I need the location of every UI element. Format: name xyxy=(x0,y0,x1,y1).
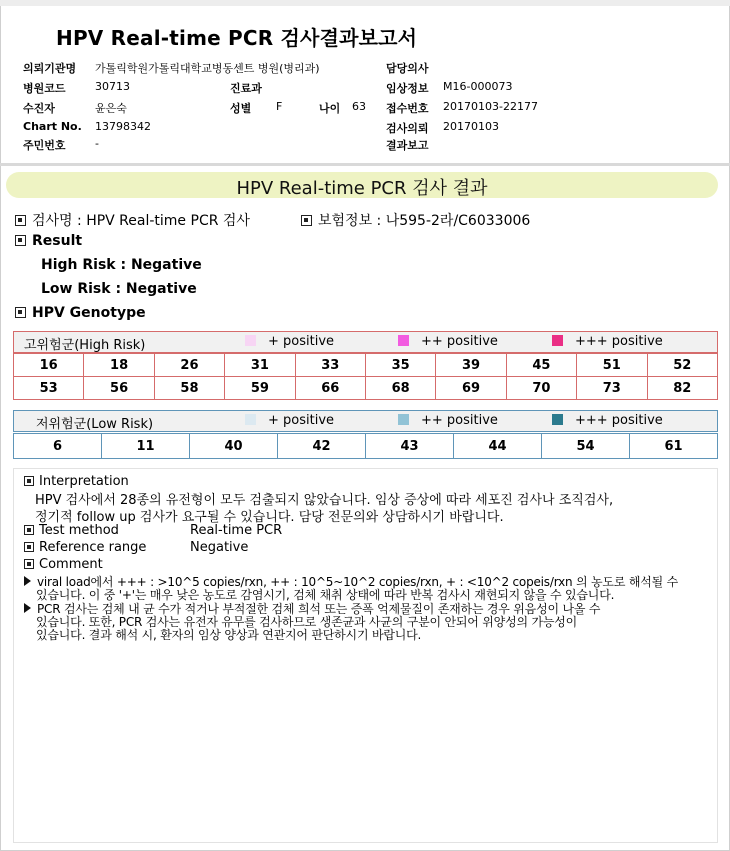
genotype-cell: 54 xyxy=(542,434,630,459)
triangle-bullet-icon xyxy=(24,603,31,613)
insurance-text: 보험정보 : 나595-2라/C6033006 xyxy=(318,213,531,229)
genotype-cell: 45 xyxy=(506,354,576,377)
low-risk-header xyxy=(13,410,718,432)
table-row xyxy=(14,434,718,459)
square-bullet-icon xyxy=(15,235,26,246)
low-risk-title: 저위험군(Low Risk) xyxy=(36,417,154,432)
square-bullet-icon xyxy=(24,476,34,486)
interpretation-box xyxy=(13,468,718,843)
genotype-cell: 39 xyxy=(436,354,506,377)
banner-title: HPV Real-time PCR 검사 결과 xyxy=(236,178,488,199)
square-bullet-icon xyxy=(301,215,312,226)
genotype-cell: 51 xyxy=(577,354,647,377)
hospital-code-value: 30713 xyxy=(95,80,130,93)
table-row xyxy=(14,377,718,400)
genotype-cell: 18 xyxy=(84,354,154,377)
comment-2-line-2: 있습니다. 또한, PCR 검사는 유전자 유무를 검사하므로 생존균과 사균의 구분이 안되어 위양성의 가능성이 xyxy=(36,615,578,629)
high-risk-legend-plusplus xyxy=(398,334,498,349)
test-method-value: Real-time PCR xyxy=(190,523,283,538)
genotype-cell: 66 xyxy=(295,377,365,400)
receipt-no-value: 20170103-22177 xyxy=(443,100,538,113)
legend-swatch xyxy=(245,414,256,425)
clinical-info-value: M16-000073 xyxy=(443,80,513,93)
genotype-cell: 44 xyxy=(454,434,542,459)
interpretation-line-2: 정기적 follow up 검사가 요구될 수 있습니다. 담당 전문의와 상담하시기 바랍니다. xyxy=(35,510,504,525)
reference-range-value: Negative xyxy=(190,540,249,555)
chart-no-label: Chart No. xyxy=(23,120,82,133)
genotype-cell: 26 xyxy=(154,354,224,377)
test-method-label: Test method xyxy=(39,523,119,538)
result-report-label: 결과보고 xyxy=(386,139,429,152)
request-date-value: 20170103 xyxy=(443,120,499,133)
request-date-label: 검사의뢰 xyxy=(386,122,429,135)
resident-no-label: 주민번호 xyxy=(23,139,66,152)
receipt-no-label: 접수번호 xyxy=(386,102,429,115)
genotype-cell: 59 xyxy=(225,377,295,400)
genotype-cell: 40 xyxy=(190,434,278,459)
genotype-cell: 70 xyxy=(506,377,576,400)
legend-label: + positive xyxy=(268,413,335,428)
doctor-label: 담당의사 xyxy=(386,62,429,75)
genotype-cell: 52 xyxy=(647,354,717,377)
interpretation-line-1: HPV 검사에서 28종의 유전형이 모두 검출되지 않았습니다. 임상 증상에 따라 세포진 검사나 조직검사, xyxy=(35,493,614,508)
legend-swatch xyxy=(398,414,409,425)
institution-value: 가톨릭학원가톨릭대학교병동센트 병원(병리과) xyxy=(95,62,320,75)
genotype-cell: 6 xyxy=(14,434,102,459)
sex-label: 성별 xyxy=(230,102,252,115)
low-risk-genotype-table xyxy=(13,433,718,459)
high-risk-title: 고위험군(High Risk) xyxy=(24,338,146,353)
legend-swatch xyxy=(398,335,409,346)
comment-1-line-2: 있습니다. 이 중 '+'는 매우 낮은 농도로 감염시기, 검체 채취 상태에 따라 반복 검사시 재현되지 않을 수 있습니다. xyxy=(36,588,615,602)
legend-swatch xyxy=(552,335,563,346)
genotype-cell: 56 xyxy=(84,377,154,400)
low-risk-result: Low Risk : Negative xyxy=(41,281,197,297)
genotype-cell: 35 xyxy=(365,354,435,377)
interpretation-header xyxy=(24,474,129,489)
comment-text: PCR 검사는 검체 내 균 수가 적거나 부적절한 검체 희석 또는 증폭 억제물질이 존재하는 경우 위음성이 나올 수 xyxy=(37,602,601,616)
age-label: 나이 xyxy=(319,102,341,115)
genotype-cell: 33 xyxy=(295,354,365,377)
genotype-cell: 53 xyxy=(14,377,84,400)
legend-label: ++ positive xyxy=(421,413,498,428)
genotype-section-header xyxy=(15,305,146,321)
comment-text: viral load에서 +++ : >10^5 copies/rxn, ++ : 10^5~10^2 copies/rxn, + : <10^2 copeis/rxn 의 농도로 해석될 수 xyxy=(37,575,679,589)
high-risk-genotype-table xyxy=(13,353,718,400)
square-bullet-icon xyxy=(24,559,34,569)
top-strip xyxy=(0,0,730,6)
result-banner xyxy=(6,172,718,198)
genotype-cell: 58 xyxy=(154,377,224,400)
high-risk-legend-plus xyxy=(245,334,334,349)
comment-2-line-3: 있습니다. 결과 해석 시, 환자의 임상 양상과 연관지어 판단하시기 바랍니다. xyxy=(36,628,422,642)
sex-value: F xyxy=(276,100,283,113)
result-section-label: Result xyxy=(32,233,83,249)
department-label: 진료과 xyxy=(230,82,262,95)
age-value: 63 xyxy=(352,100,366,113)
low-risk-legend-plusplusplus xyxy=(552,413,663,428)
interpretation-label: Interpretation xyxy=(39,474,129,489)
clinical-info-label: 임상정보 xyxy=(386,82,429,95)
reference-range-label-row xyxy=(24,540,146,555)
genotype-cell: 61 xyxy=(630,434,718,459)
report-title: HPV Real-time PCR 검사결과보고서 xyxy=(56,26,418,50)
square-bullet-icon xyxy=(15,215,26,226)
square-bullet-icon xyxy=(15,307,26,318)
patient-value: 윤은숙 xyxy=(95,102,127,115)
genotype-cell: 16 xyxy=(14,354,84,377)
genotype-cell: 43 xyxy=(366,434,454,459)
resident-no-value: - xyxy=(95,137,99,150)
institution-label: 의뢰기관명 xyxy=(23,62,77,75)
legend-swatch xyxy=(245,335,256,346)
high-risk-legend-plusplusplus xyxy=(552,334,663,349)
square-bullet-icon xyxy=(24,542,34,552)
patient-label: 수진자 xyxy=(23,102,55,115)
high-risk-header xyxy=(13,331,718,353)
hospital-code-label: 병원코드 xyxy=(23,82,66,95)
insurance-line xyxy=(301,210,530,230)
high-risk-result: High Risk : Negative xyxy=(41,257,202,273)
low-risk-legend-plusplus xyxy=(398,413,498,428)
header-separator xyxy=(0,163,730,166)
legend-label: ++ positive xyxy=(421,334,498,349)
genotype-cell: 42 xyxy=(278,434,366,459)
reference-range-label: Reference range xyxy=(39,540,147,555)
legend-label: +++ positive xyxy=(575,413,663,428)
legend-label: + positive xyxy=(268,334,335,349)
genotype-cell: 69 xyxy=(436,377,506,400)
test-name-text: 검사명 : HPV Real-time PCR 검사 xyxy=(32,213,250,229)
genotype-cell: 11 xyxy=(102,434,190,459)
genotype-section-label: HPV Genotype xyxy=(32,305,146,321)
comment-header xyxy=(24,557,103,572)
genotype-cell: 68 xyxy=(365,377,435,400)
legend-label: +++ positive xyxy=(575,334,663,349)
genotype-cell: 73 xyxy=(577,377,647,400)
square-bullet-icon xyxy=(24,525,34,535)
genotype-cell: 82 xyxy=(647,377,717,400)
test-method-label-row xyxy=(24,523,119,538)
legend-swatch xyxy=(552,414,563,425)
low-risk-legend-plus xyxy=(245,413,334,428)
table-row xyxy=(14,354,718,377)
triangle-bullet-icon xyxy=(24,576,31,586)
genotype-cell: 31 xyxy=(225,354,295,377)
result-section-header xyxy=(15,233,82,249)
chart-no-value: 13798342 xyxy=(95,120,151,133)
test-name-line xyxy=(15,210,250,230)
comment-label: Comment xyxy=(39,557,103,572)
